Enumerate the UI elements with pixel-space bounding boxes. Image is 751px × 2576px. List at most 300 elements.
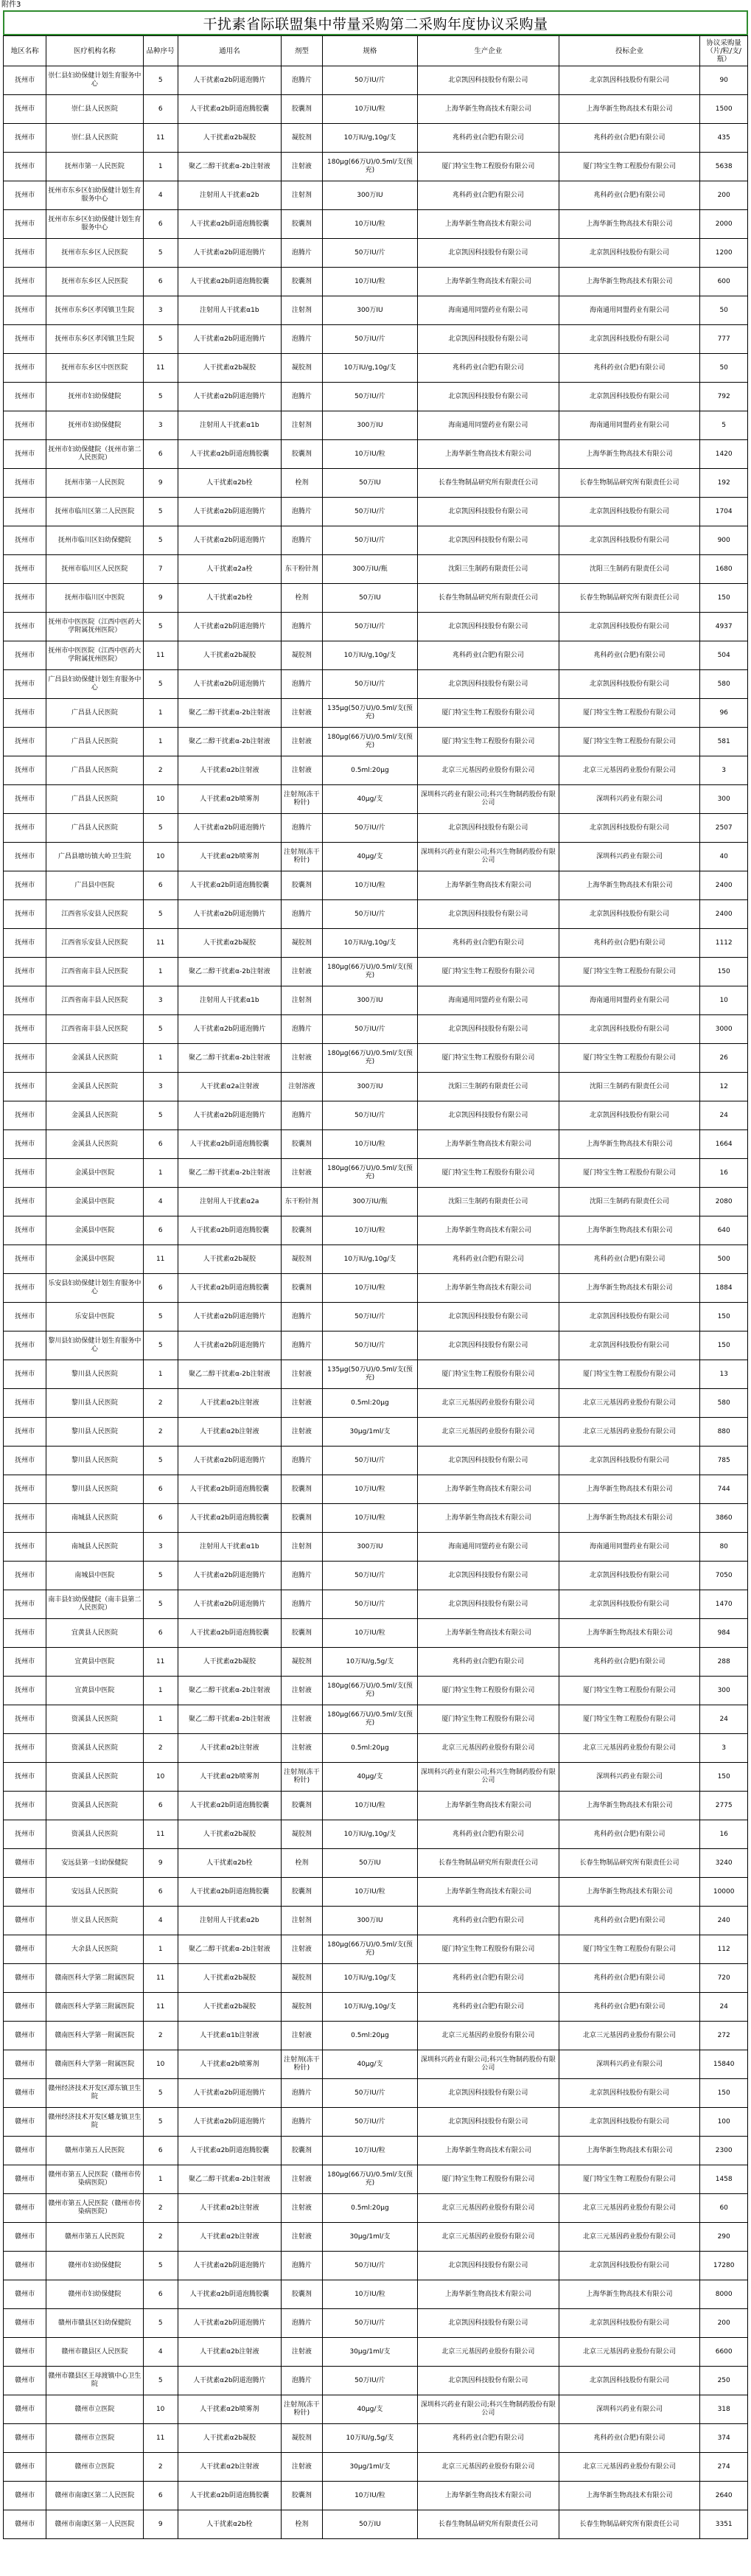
cell-quantity: 3351 [700, 2510, 748, 2539]
cell-item-no: 1 [143, 153, 178, 181]
cell-dosage-form: 凝胶剂 [281, 1820, 322, 1849]
cell-region: 赣州市 [4, 2309, 46, 2338]
cell-spec: 300万IU [322, 1907, 417, 1935]
cell-generic-name: 聚乙二醇干扰素α-2b注射液 [178, 2165, 281, 2194]
cell-spec: 50万IU/片 [322, 325, 417, 354]
cell-region: 赣州市 [4, 2108, 46, 2137]
cell-quantity: 5638 [700, 153, 748, 181]
table-row [4, 871, 748, 900]
cell-dosage-form: 胶囊剂 [281, 1130, 322, 1159]
cell-region: 抚州市 [4, 1130, 46, 1159]
cell-manufacturer: 兆科药业(合肥)有限公司 [418, 1964, 559, 1993]
cell-item-no: 5 [143, 1101, 178, 1130]
cell-generic-name: 聚乙二醇干扰素α-2b注射液 [178, 1360, 281, 1389]
cell-institution: 宜黄县中医院 [46, 1648, 143, 1677]
cell-region: 抚州市 [4, 469, 46, 498]
cell-institution: 赣州市立医院 [46, 2453, 143, 2482]
cell-quantity: 24 [700, 1993, 748, 2022]
cell-spec: 10万IU/粒 [322, 1504, 417, 1533]
cell-region: 抚州市 [4, 153, 46, 181]
cell-spec: 10万IU/粒 [322, 2482, 417, 2510]
cell-item-no: 11 [143, 1820, 178, 1849]
cell-region: 抚州市 [4, 1562, 46, 1590]
cell-manufacturer: 兆科药业(合肥)有限公司 [418, 929, 559, 958]
cell-spec: 300万IU [322, 181, 417, 210]
table-row [4, 2022, 748, 2050]
cell-region: 抚州市 [4, 124, 46, 153]
cell-generic-name: 人干扰素α2b阴道泡腾胶囊 [178, 1878, 281, 1907]
cell-bidder: 北京凯因科技股份有限公司 [559, 66, 700, 95]
cell-spec: 10万IU/粒 [322, 1216, 417, 1245]
cell-generic-name: 注射用人干扰素α2a [178, 1188, 281, 1216]
table-row [4, 1590, 748, 1619]
cell-spec: 50万IU/片 [322, 526, 417, 555]
cell-quantity: 777 [700, 325, 748, 354]
header-item-no: 品种序号 [143, 36, 178, 66]
table-row [4, 699, 748, 728]
cell-manufacturer: 上海华新生物高技术有限公司 [418, 1878, 559, 1907]
cell-dosage-form: 胶囊剂 [281, 1274, 322, 1303]
cell-item-no: 5 [143, 1590, 178, 1619]
cell-dosage-form: 泡腾片 [281, 2079, 322, 2108]
cell-quantity: 792 [700, 383, 748, 411]
cell-region: 抚州市 [4, 440, 46, 469]
cell-manufacturer: 兆科药业(合肥)有限公司 [418, 641, 559, 670]
cell-generic-name: 人干扰素α2b栓 [178, 1849, 281, 1878]
cell-item-no: 11 [143, 929, 178, 958]
cell-dosage-form: 泡腾片 [281, 900, 322, 929]
cell-generic-name: 人干扰素α2b阴道泡腾胶囊 [178, 210, 281, 239]
cell-item-no: 6 [143, 1274, 178, 1303]
cell-spec: 0.5ml:20μg [322, 1389, 417, 1418]
cell-bidder: 厦门特宝生物工程股份有限公司 [559, 728, 700, 756]
cell-bidder: 深圳科兴药业有限公司 [559, 843, 700, 871]
cell-institution: 赣州市赣县区王母渡镇中心卫生院 [46, 2367, 143, 2395]
cell-region: 抚州市 [4, 526, 46, 555]
cell-bidder: 北京三元基因药业股份有限公司 [559, 2194, 700, 2223]
cell-generic-name: 人干扰素α2b凝胶 [178, 124, 281, 153]
cell-dosage-form: 注射剂 [281, 296, 322, 325]
cell-region: 抚州市 [4, 871, 46, 900]
cell-bidder: 上海华新生物高技术有限公司 [559, 2280, 700, 2309]
cell-institution: 赣州经济技术开发区潭东镇卫生院 [46, 2079, 143, 2108]
cell-spec: 135μg(50万U)/0.5ml/支(预充) [322, 699, 417, 728]
cell-manufacturer: 兆科药业(合肥)有限公司 [418, 1993, 559, 2022]
cell-item-no: 3 [143, 1073, 178, 1101]
cell-spec: 40μg/支 [322, 843, 417, 871]
cell-region: 抚州市 [4, 1389, 46, 1418]
cell-dosage-form: 凝胶剂 [281, 1993, 322, 2022]
table-row [4, 2079, 748, 2108]
cell-spec: 10万IU/粒 [322, 268, 417, 296]
table-row [4, 66, 748, 95]
cell-manufacturer: 深圳科兴药业有限公司;科兴生物制药股份有限公司 [418, 2050, 559, 2079]
cell-institution: 江西省南丰县人民医院 [46, 958, 143, 986]
cell-institution: 赣州市妇幼保健院 [46, 2280, 143, 2309]
cell-institution: 赣南医科大学第一附属医院 [46, 2022, 143, 2050]
cell-bidder: 沈阳三生制药有限责任公司 [559, 1188, 700, 1216]
cell-quantity: 504 [700, 641, 748, 670]
cell-dosage-form: 注射剂(冻干粉针) [281, 1763, 322, 1792]
cell-dosage-form: 胶囊剂 [281, 1878, 322, 1907]
cell-spec: 10万IU/粒 [322, 1619, 417, 1648]
cell-dosage-form: 凝胶剂 [281, 354, 322, 383]
cell-institution: 崇仁县人民医院 [46, 95, 143, 124]
cell-region: 赣州市 [4, 2137, 46, 2165]
cell-manufacturer: 北京凯因科技股份有限公司 [418, 2108, 559, 2137]
cell-region: 抚州市 [4, 584, 46, 613]
table-row [4, 1015, 748, 1044]
cell-item-no: 11 [143, 1245, 178, 1274]
cell-quantity: 3000 [700, 1015, 748, 1044]
cell-bidder: 兆科药业(合肥)有限公司 [559, 1245, 700, 1274]
cell-manufacturer: 北京凯因科技股份有限公司 [418, 1101, 559, 1130]
cell-spec: 30μg/1ml/支 [322, 2453, 417, 2482]
cell-dosage-form: 注射液 [281, 2453, 322, 2482]
cell-quantity: 2080 [700, 1188, 748, 1216]
cell-quantity: 7050 [700, 1562, 748, 1590]
cell-dosage-form: 胶囊剂 [281, 440, 322, 469]
cell-dosage-form: 凝胶剂 [281, 1648, 322, 1677]
cell-bidder: 厦门特宝生物工程股份有限公司 [559, 699, 700, 728]
cell-manufacturer: 上海华新生物高技术有限公司 [418, 210, 559, 239]
cell-manufacturer: 北京凯因科技股份有限公司 [418, 239, 559, 268]
cell-spec: 50万IU/片 [322, 239, 417, 268]
cell-generic-name: 人干扰素α2b阴道泡腾片 [178, 1590, 281, 1619]
cell-manufacturer: 北京凯因科技股份有限公司 [418, 2252, 559, 2280]
cell-region: 赣州市 [4, 2079, 46, 2108]
header-dosage-form: 剂型 [281, 36, 322, 66]
cell-region: 抚州市 [4, 1159, 46, 1188]
cell-generic-name: 人干扰素α2b凝胶 [178, 1648, 281, 1677]
cell-item-no: 2 [143, 756, 178, 785]
cell-generic-name: 注射用人干扰素α1b [178, 411, 281, 440]
cell-spec: 300万IU [322, 1533, 417, 1562]
table-row [4, 1073, 748, 1101]
cell-manufacturer: 长春生物制品研究所有限责任公司 [418, 469, 559, 498]
cell-institution: 抚州市中医医院（江西中医药大学附属抚州医院） [46, 641, 143, 670]
cell-dosage-form: 注射液 [281, 1360, 322, 1389]
cell-item-no: 3 [143, 411, 178, 440]
cell-spec: 10万IU/粒 [322, 1792, 417, 1820]
table-row [4, 2367, 748, 2395]
cell-bidder: 北京凯因科技股份有限公司 [559, 900, 700, 929]
cell-item-no: 11 [143, 1648, 178, 1677]
cell-bidder: 北京三元基因药业股份有限公司 [559, 2338, 700, 2367]
cell-dosage-form: 泡腾片 [281, 814, 322, 843]
cell-item-no: 10 [143, 1763, 178, 1792]
cell-item-no: 6 [143, 1619, 178, 1648]
cell-quantity: 50 [700, 296, 748, 325]
cell-institution: 赣州经济技术开发区蟠龙镇卫生院 [46, 2108, 143, 2137]
cell-spec: 0.5ml:20μg [322, 756, 417, 785]
cell-bidder: 兆科药业(合肥)有限公司 [559, 641, 700, 670]
cell-bidder: 厦门特宝生物工程股份有限公司 [559, 1044, 700, 1073]
cell-quantity: 3 [700, 1734, 748, 1763]
cell-generic-name: 人干扰素α2b凝胶 [178, 354, 281, 383]
cell-quantity: 1112 [700, 929, 748, 958]
cell-spec: 50万IU/片 [322, 1101, 417, 1130]
cell-spec: 300万IU [322, 986, 417, 1015]
cell-generic-name: 人干扰素α2b阴道泡腾胶囊 [178, 1475, 281, 1504]
cell-item-no: 6 [143, 1504, 178, 1533]
cell-bidder: 上海华新生物高技术有限公司 [559, 210, 700, 239]
cell-item-no: 6 [143, 268, 178, 296]
cell-generic-name: 人干扰素α2b阴道泡腾片 [178, 498, 281, 526]
cell-bidder: 北京凯因科技股份有限公司 [559, 1590, 700, 1619]
cell-item-no: 6 [143, 1792, 178, 1820]
cell-bidder: 兆科药业(合肥)有限公司 [559, 1964, 700, 1993]
cell-quantity: 150 [700, 1763, 748, 1792]
cell-bidder: 海南通用同盟药业有限公司 [559, 296, 700, 325]
cell-region: 赣州市 [4, 2194, 46, 2223]
cell-dosage-form: 栓剂 [281, 469, 322, 498]
cell-item-no: 1 [143, 1705, 178, 1734]
cell-manufacturer: 上海华新生物高技术有限公司 [418, 1274, 559, 1303]
cell-bidder: 厦门特宝生物工程股份有限公司 [559, 958, 700, 986]
cell-dosage-form: 泡腾片 [281, 1303, 322, 1331]
cell-manufacturer: 海南通用同盟药业有限公司 [418, 1533, 559, 1562]
cell-region: 抚州市 [4, 296, 46, 325]
cell-institution: 南丰县妇幼保健院（南丰县第二人民医院） [46, 1590, 143, 1619]
cell-institution: 赣州市第五人民医院（赣州市传染病医院） [46, 2165, 143, 2194]
cell-spec: 10万IU/g,10g/支 [322, 641, 417, 670]
cell-dosage-form: 注射液 [281, 1935, 322, 1964]
cell-dosage-form: 胶囊剂 [281, 1216, 322, 1245]
cell-item-no: 9 [143, 1849, 178, 1878]
cell-region: 赣州市 [4, 2367, 46, 2395]
cell-bidder: 沈阳三生制药有限责任公司 [559, 1073, 700, 1101]
cell-item-no: 10 [143, 2395, 178, 2424]
cell-institution: 抚州市东乡区人民医院 [46, 268, 143, 296]
table-row [4, 1101, 748, 1130]
cell-generic-name: 人干扰素α2b阴道泡腾胶囊 [178, 1619, 281, 1648]
cell-manufacturer: 兆科药业(合肥)有限公司 [418, 2424, 559, 2453]
cell-manufacturer: 深圳科兴药业有限公司;科兴生物制药股份有限公司 [418, 1763, 559, 1792]
cell-spec: 50万IU [322, 2510, 417, 2539]
cell-spec: 50万IU/片 [322, 814, 417, 843]
cell-quantity: 3860 [700, 1504, 748, 1533]
cell-generic-name: 人干扰素α2b喷雾剂 [178, 2395, 281, 2424]
cell-generic-name: 人干扰素α2b阴道泡腾片 [178, 1101, 281, 1130]
cell-dosage-form: 泡腾片 [281, 2367, 322, 2395]
cell-dosage-form: 胶囊剂 [281, 871, 322, 900]
cell-spec: 10万IU/粒 [322, 95, 417, 124]
cell-bidder: 上海华新生物高技术有限公司 [559, 1216, 700, 1245]
cell-spec: 50万IU/片 [322, 1447, 417, 1475]
cell-generic-name: 聚乙二醇干扰素α-2b注射液 [178, 1044, 281, 1073]
cell-manufacturer: 北京三元基因药业股份有限公司 [418, 1734, 559, 1763]
cell-quantity: 80 [700, 1533, 748, 1562]
cell-bidder: 深圳科兴药业有限公司 [559, 785, 700, 814]
cell-spec: 50万IU/片 [322, 2252, 417, 2280]
table-row [4, 526, 748, 555]
cell-region: 赣州市 [4, 2022, 46, 2050]
procurement-table [3, 35, 748, 2539]
cell-region: 抚州市 [4, 1044, 46, 1073]
cell-generic-name: 人干扰素α1b注射液 [178, 2022, 281, 2050]
cell-institution: 广昌县中医院 [46, 871, 143, 900]
cell-quantity: 2300 [700, 2137, 748, 2165]
cell-bidder: 北京三元基因药业股份有限公司 [559, 1734, 700, 1763]
cell-generic-name: 人干扰素α2b阴道泡腾片 [178, 325, 281, 354]
cell-dosage-form: 注射液 [281, 1705, 322, 1734]
cell-manufacturer: 海南通用同盟药业有限公司 [418, 296, 559, 325]
cell-quantity: 15840 [700, 2050, 748, 2079]
cell-spec: 50万IU/片 [322, 2309, 417, 2338]
cell-item-no: 6 [143, 95, 178, 124]
table-row [4, 2395, 748, 2424]
cell-quantity: 300 [700, 1677, 748, 1705]
table-row [4, 1878, 748, 1907]
cell-generic-name: 人干扰素α2a注射液 [178, 1073, 281, 1101]
cell-spec: 10万IU/粒 [322, 1878, 417, 1907]
cell-quantity: 10000 [700, 1878, 748, 1907]
cell-region: 抚州市 [4, 1475, 46, 1504]
cell-institution: 黎川县人民医院 [46, 1389, 143, 1418]
cell-item-no: 3 [143, 296, 178, 325]
cell-bidder: 长春生物制品研究所有限责任公司 [559, 584, 700, 613]
cell-region: 抚州市 [4, 210, 46, 239]
table-row [4, 814, 748, 843]
cell-manufacturer: 厦门特宝生物工程股份有限公司 [418, 699, 559, 728]
table-row [4, 613, 748, 641]
cell-region: 抚州市 [4, 239, 46, 268]
cell-region: 抚州市 [4, 1648, 46, 1677]
cell-generic-name: 人干扰素α2b阴道泡腾片 [178, 526, 281, 555]
cell-generic-name: 人干扰素α2b阴道泡腾胶囊 [178, 871, 281, 900]
cell-manufacturer: 厦门特宝生物工程股份有限公司 [418, 1677, 559, 1705]
cell-item-no: 4 [143, 181, 178, 210]
cell-item-no: 9 [143, 2510, 178, 2539]
cell-generic-name: 人干扰素α2b阴道泡腾胶囊 [178, 1216, 281, 1245]
table-row [4, 268, 748, 296]
cell-dosage-form: 泡腾片 [281, 1562, 322, 1590]
table-row [4, 1820, 748, 1849]
table-row [4, 843, 748, 871]
cell-manufacturer: 上海华新生物高技术有限公司 [418, 2137, 559, 2165]
cell-institution: 赣南医科大学第三附属医院 [46, 1993, 143, 2022]
cell-manufacturer: 厦门特宝生物工程股份有限公司 [418, 1935, 559, 1964]
cell-bidder: 深圳科兴药业有限公司 [559, 1763, 700, 1792]
table-row [4, 1734, 748, 1763]
cell-institution: 黎川县人民医院 [46, 1418, 143, 1447]
cell-manufacturer: 厦门特宝生物工程股份有限公司 [418, 1360, 559, 1389]
cell-item-no: 11 [143, 641, 178, 670]
cell-bidder: 兆科药业(合肥)有限公司 [559, 1820, 700, 1849]
cell-manufacturer: 北京凯因科技股份有限公司 [418, 526, 559, 555]
cell-institution: 广昌县塘坊镇大岭卫生院 [46, 843, 143, 871]
cell-institution: 资溪县人民医院 [46, 1820, 143, 1849]
cell-dosage-form: 泡腾片 [281, 1447, 322, 1475]
cell-spec: 30μg/1ml/支 [322, 1418, 417, 1447]
cell-institution: 黎川县人民医院 [46, 1360, 143, 1389]
cell-manufacturer: 兆科药业(合肥)有限公司 [418, 1907, 559, 1935]
cell-bidder: 上海华新生物高技术有限公司 [559, 1504, 700, 1533]
cell-manufacturer: 上海华新生物高技术有限公司 [418, 440, 559, 469]
cell-region: 抚州市 [4, 66, 46, 95]
cell-manufacturer: 上海华新生物高技术有限公司 [418, 1475, 559, 1504]
cell-institution: 大余县人民医院 [46, 1935, 143, 1964]
cell-generic-name: 人干扰素α2b阴道泡腾片 [178, 2309, 281, 2338]
table-row [4, 1677, 748, 1705]
cell-quantity: 17280 [700, 2252, 748, 2280]
cell-dosage-form: 注射溶液 [281, 1073, 322, 1101]
cell-generic-name: 人干扰素α2b凝胶 [178, 2424, 281, 2453]
cell-institution: 抚州市临川区中医院 [46, 584, 143, 613]
cell-spec: 50万IU [322, 469, 417, 498]
cell-manufacturer: 兆科药业(合肥)有限公司 [418, 1820, 559, 1849]
cell-spec: 30μg/1ml/支 [322, 2223, 417, 2252]
cell-region: 抚州市 [4, 95, 46, 124]
cell-region: 抚州市 [4, 900, 46, 929]
cell-dosage-form: 胶囊剂 [281, 1475, 322, 1504]
cell-region: 抚州市 [4, 613, 46, 641]
cell-bidder: 上海华新生物高技术有限公司 [559, 440, 700, 469]
table-row [4, 2309, 748, 2338]
cell-bidder: 上海华新生物高技术有限公司 [559, 1878, 700, 1907]
cell-region: 抚州市 [4, 843, 46, 871]
cell-quantity: 1884 [700, 1274, 748, 1303]
cell-institution: 金溪县中医院 [46, 1159, 143, 1188]
cell-dosage-form: 注射剂(冻干粉针) [281, 2050, 322, 2079]
cell-manufacturer: 上海华新生物高技术有限公司 [418, 1619, 559, 1648]
cell-region: 抚州市 [4, 986, 46, 1015]
cell-quantity: 16 [700, 1820, 748, 1849]
cell-institution: 抚州市东乡区孝冈镇卫生院 [46, 296, 143, 325]
cell-generic-name: 聚乙二醇干扰素α-2b注射液 [178, 1705, 281, 1734]
cell-region: 抚州市 [4, 929, 46, 958]
cell-quantity: 318 [700, 2395, 748, 2424]
cell-quantity: 4937 [700, 613, 748, 641]
cell-generic-name: 人干扰素α2b栓 [178, 584, 281, 613]
cell-region: 赣州市 [4, 2165, 46, 2194]
cell-quantity: 984 [700, 1619, 748, 1648]
cell-region: 抚州市 [4, 1245, 46, 1274]
cell-item-no: 4 [143, 1188, 178, 1216]
cell-item-no: 7 [143, 555, 178, 584]
header-region: 地区名称 [4, 36, 46, 66]
cell-generic-name: 人干扰素α2b阴道泡腾胶囊 [178, 2482, 281, 2510]
cell-institution: 赣州市第五人民医院（赣州市传染病医院） [46, 2194, 143, 2223]
cell-spec: 10万IU/g,5g/支 [322, 2424, 417, 2453]
cell-item-no: 5 [143, 2252, 178, 2280]
cell-item-no: 4 [143, 2338, 178, 2367]
header-manufacturer: 生产企业 [418, 36, 559, 66]
cell-bidder: 厦门特宝生物工程股份有限公司 [559, 2165, 700, 2194]
cell-dosage-form: 胶囊剂 [281, 2280, 322, 2309]
cell-generic-name: 人干扰素α2b阴道泡腾片 [178, 814, 281, 843]
cell-region: 赣州市 [4, 2395, 46, 2424]
cell-generic-name: 聚乙二醇干扰素α-2b注射液 [178, 153, 281, 181]
cell-item-no: 3 [143, 1533, 178, 1562]
cell-dosage-form: 胶囊剂 [281, 2482, 322, 2510]
cell-dosage-form: 栓剂 [281, 584, 322, 613]
cell-quantity: 10 [700, 986, 748, 1015]
table-row [4, 296, 748, 325]
cell-manufacturer: 长春生物制品研究所有限责任公司 [418, 2510, 559, 2539]
cell-region: 抚州市 [4, 1360, 46, 1389]
cell-region: 赣州市 [4, 2280, 46, 2309]
cell-bidder: 北京三元基因药业股份有限公司 [559, 1418, 700, 1447]
cell-institution: 安远县第一妇幼保健院 [46, 1849, 143, 1878]
cell-bidder: 北京凯因科技股份有限公司 [559, 325, 700, 354]
table-row [4, 2338, 748, 2367]
cell-institution: 抚州市中医医院（江西中医药大学附属抚州医院） [46, 613, 143, 641]
cell-dosage-form: 凝胶剂 [281, 124, 322, 153]
cell-quantity: 200 [700, 181, 748, 210]
cell-spec: 10万IU/g,10g/支 [322, 1245, 417, 1274]
